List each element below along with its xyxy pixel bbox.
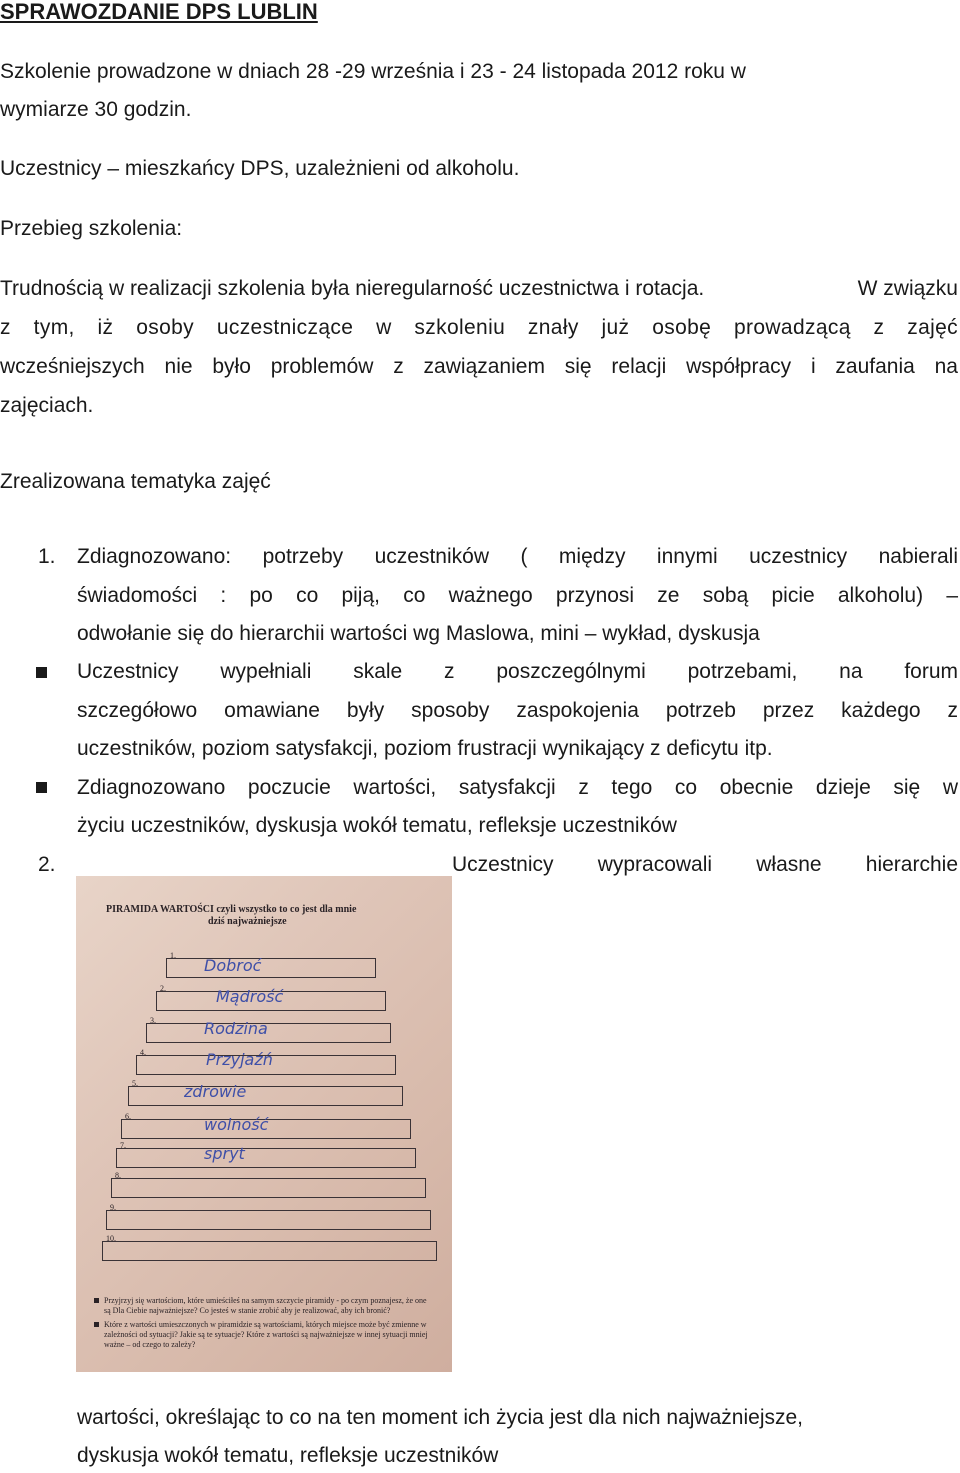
- pyramid-row: [102, 1241, 437, 1261]
- participants-line: Uczestnicy – mieszkańcy DPS, uzależnieni od alkoholu.: [0, 157, 520, 180]
- item-1-line-3: odwołanie się do hierarchii wartości wg Maslowa, mini – wykład, dyskusja: [77, 622, 760, 645]
- bullet-1-line-2: szczegółowo omawiane były sposoby zaspokojenia potrzeb przez każdego z: [77, 699, 958, 722]
- pyramid-row: [116, 1148, 416, 1168]
- item-2-line-3: dyskusja wokół tematu, refleksje uczestników: [77, 1444, 499, 1467]
- topics-heading: Zrealizowana tematyka zajęć: [0, 470, 271, 493]
- item-1-line-1: Zdiagnozowano: potrzeby uczestników ( między innymi uczestnicy nabierali: [77, 545, 958, 568]
- pyramid-handwritten-value: zdrowie: [184, 1082, 247, 1101]
- bullet-2-line-1: Zdiagnozowano poczucie wartości, satysfakcji z tego co obecnie dzieje się w: [77, 776, 958, 799]
- pyramid-row-number: 2.: [160, 984, 166, 993]
- course-heading: Przebieg szkolenia:: [0, 217, 183, 240]
- pyramid-handwritten-value: Przyjaźń: [206, 1050, 273, 1069]
- pyramid-row-number: 8.: [115, 1171, 121, 1180]
- item-2-number: 2.: [38, 853, 56, 876]
- item-1-line-2: świadomości : po co piją, co ważnego przynosi ze sobą picie alkoholu) –: [77, 584, 958, 607]
- pyramid-row: [128, 1086, 403, 1106]
- paragraph-line-4: zajęciach.: [0, 394, 94, 417]
- bullet-1-line-3: uczestników, poziom satysfakcji, poziom frustracji wynikający z deficytu itp.: [77, 737, 773, 760]
- pyramid-handwritten-value: spryt: [204, 1144, 245, 1163]
- pyramid-row: [166, 958, 376, 978]
- pyramid-row-number: 1.: [170, 951, 176, 960]
- pyramid-row: [106, 1210, 431, 1230]
- photo-note: Które z wartości umieszczonych w piramidzie są wartościami, których miejsce może być zmienne w zależności od sytuacji? Jakie są te sytuacje? Które z wartości są najważniejsze w innej sytuacji mniej ważne – od czego to zależy?: [94, 1320, 434, 1350]
- pyramid-handwritten-value: Mądrość: [216, 987, 284, 1006]
- pyramid-handwritten-value: wolność: [204, 1115, 269, 1134]
- pyramid-row-number: 6.: [125, 1112, 131, 1121]
- paragraph-line-1a: Trudnością w realizacji szkolenia była nieregularność uczestnictwa i rotacja.: [0, 277, 705, 300]
- intro-line-2: wymiarze 30 godzin.: [0, 98, 192, 121]
- paragraph-line-2: z tym, iż osoby uczestniczące w szkoleniu znały już osobę prowadzącą z zajęć: [0, 316, 958, 339]
- document-title: SPRAWOZDANIE DPS LUBLIN: [0, 0, 318, 24]
- bullet-marker: [36, 667, 47, 678]
- photo-notes: [94, 1296, 434, 1350]
- pyramid-row-number: 5.: [132, 1079, 138, 1088]
- bullet-marker: [36, 782, 47, 793]
- pyramid-row-number: 4.: [140, 1048, 146, 1057]
- pyramid-row-number: 9.: [110, 1203, 116, 1212]
- pyramid-handwritten-value: Rodzina: [204, 1019, 268, 1038]
- pyramid-row-number: 7.: [120, 1141, 126, 1150]
- item-1-number: 1.: [38, 545, 56, 568]
- bullet-marker: [94, 1298, 99, 1303]
- pyramid-handwritten-value: Dobroć: [204, 956, 262, 975]
- item-2-line-right: Uczestnicy wypracowali własne hierarchie: [452, 853, 958, 876]
- photo-title-line-2: dziś najważniejsze: [208, 916, 287, 927]
- paragraph-line-3: wcześniejszych nie było problemów z zawiązaniem się relacji współpracy i zaufania na: [0, 355, 958, 378]
- pyramid-row-number: 10.: [106, 1234, 116, 1243]
- value-pyramid-photo: [76, 876, 452, 1372]
- item-2-line-2: wartości, określając to co na ten moment ich życia jest dla nich najważniejsze,: [77, 1406, 803, 1429]
- photo-title-line-1: PIRAMIDA WARTOŚCI czyli wszystko to co jest dla mnie: [106, 904, 357, 915]
- bullet-2-line-2: życiu uczestników, dyskusja wokół tematu, refleksje uczestników: [77, 814, 677, 837]
- paragraph-line-1b: W związku: [857, 277, 958, 300]
- pyramid-row: [111, 1178, 426, 1198]
- bullet-1-line-1: Uczestnicy wypełniali skale z poszczególnymi potrzebami, na forum: [77, 660, 958, 683]
- intro-line-1: Szkolenie prowadzone w dniach 28 -29 września i 23 - 24 listopada 2012 roku w: [0, 60, 746, 83]
- pyramid-row: [146, 1023, 391, 1043]
- pyramid-row-number: 3.: [150, 1016, 156, 1025]
- bullet-marker: [94, 1322, 99, 1327]
- photo-note: Przyjrzyj się wartościom, które umieściłeś na samym szczycie piramidy - po czym poznajesz, że one są Dla Ciebie najważniejsze? Co jesteś w stanie zrobić aby je realizować, aby ich bronić?: [94, 1296, 434, 1316]
